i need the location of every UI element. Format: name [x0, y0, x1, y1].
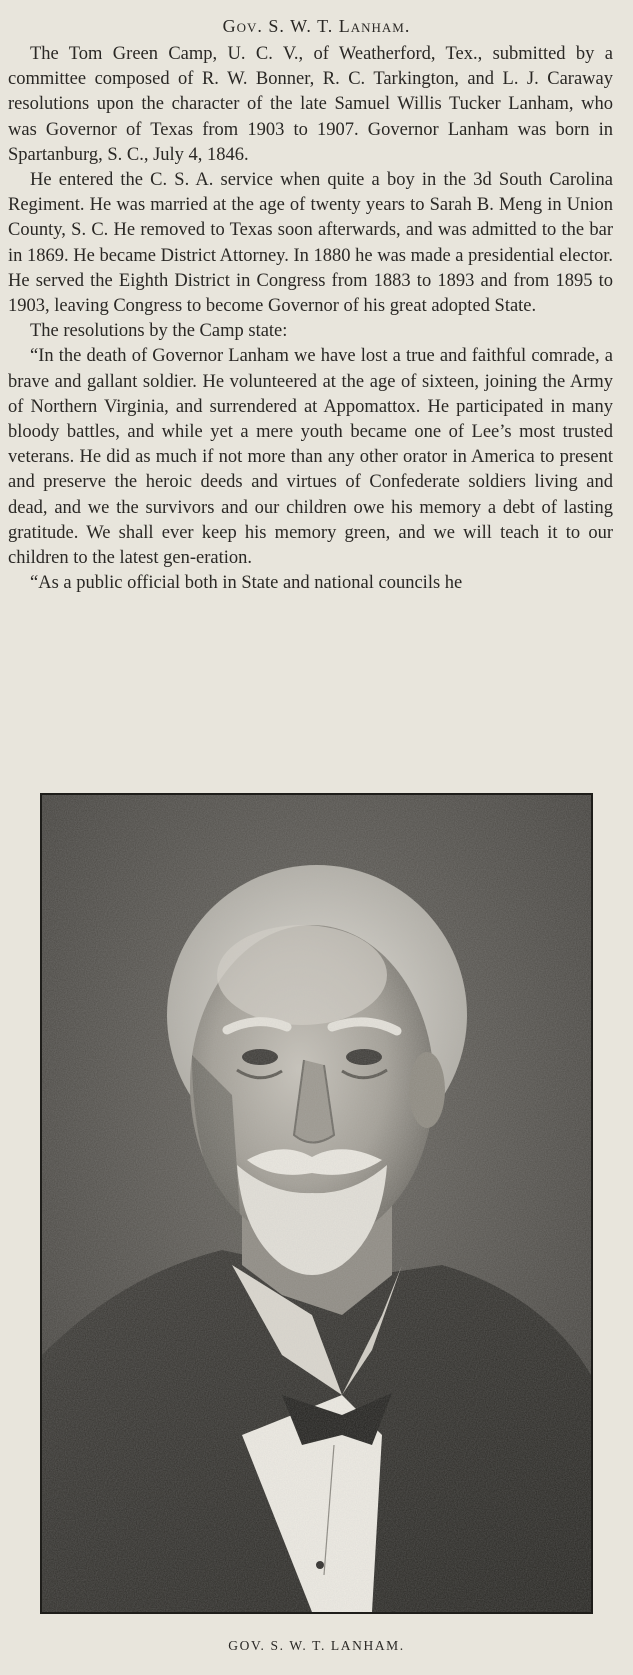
portrait-illustration — [42, 795, 591, 1612]
paragraph-service: He entered the C. S. A. service when quite a boy in the 3d South Carolina Regiment. He was married at the age of twenty years to Sarah B. Meng in Union County, S. C. He removed to Texas soon afterwards, and was admitted to the bar in 1869. He became District Attorney. In 1880 he was made a presidential elector. He served the Eighth District in Congress from 1883 to 1893 and from 1895 to 1903, leaving Congress to become Governor of his great adopted State. — [8, 170, 613, 317]
article-heading: Gov. S. W. T. Lanham. — [222, 16, 411, 36]
paragraph-intro: The Tom Green Camp, U. C. V., of Weatherford, Tex., submitted by a committee composed of R. W. Bonner, R. C. Tarkington, and L. J. Caraway resolutions upon the character of the late Samuel Willis Tucker Lanham, who was Governor of Texas from 1903 to 1907. Governor Lanham was born in Spartanburg, S. C., July 4, 1846. — [8, 44, 613, 165]
portrait-photo — [40, 793, 593, 1614]
paragraph-resolutions-intro: The resolutions by the Camp state: — [30, 321, 288, 342]
photo-caption: GOV. S. W. T. LANHAM. — [228, 1638, 405, 1653]
article-body — [8, 42, 613, 596]
paragraph-public-official: “As a public official both in State and national councils he — [30, 573, 463, 594]
paragraph-resolution-quote: “In the death of Governor Lanham we have lost a true and faithful comrade, a brave and gallant soldier. He volunteered at the age of sixteen, joining the Army of Northern Virginia, and surrendered at Appomattox. He participated in many bloody battles, and while yet a mere youth became one of Lee’s most trusted veterans. He did as much if not more than any other orator in America to present and preserve the heroic deeds and virtues of Confederate soldiers living and dead, and we the survivors and our children owe his memory a debt of lasting gratitude. We shall ever keep his memory green, and we will teach it to our children to the latest gen-eration. — [8, 346, 613, 569]
